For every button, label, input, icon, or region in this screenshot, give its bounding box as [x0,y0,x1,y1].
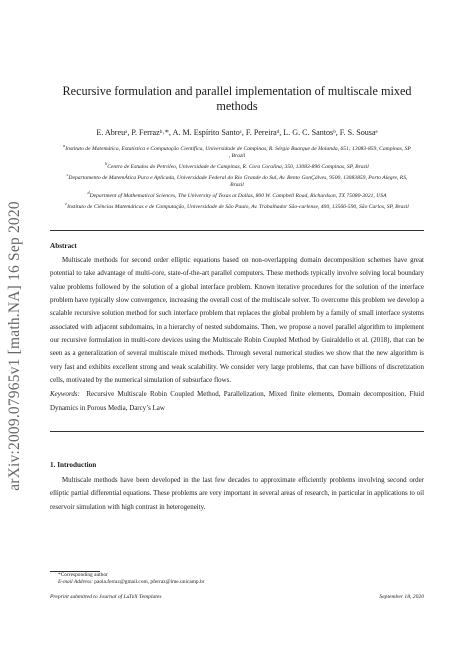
author-list: E. Abreuᵃ, P. Ferrazᵇ˒*, A. M. Espírito Santoᶜ, F. Pereiraᵈ, L. G. C. Santosᵇ, F. S. Sousaᵉ [96,128,378,137]
affiliation-marker: b [105,161,108,167]
affiliation-text: Instituto de Matemática, Estatística e Computação Científica, Universidade de Campinas, R. Sérgio Buarque de Holanda, 651; 13083-859, Campinas, SP , Brazil [65,145,411,159]
affiliation-e [50,200,424,211]
footer-journal: Preprint submitted to Journal of LᴀTᴇX Templates [50,594,162,600]
email-label: E-mail Address: [58,579,93,585]
affiliation-d [50,189,424,200]
affiliation-text: Centro de Estudos do Petróleo, Universidade de Campinas, R. Cora Coralina, 350, 13083-896 Campinas, SP, Brazil [107,163,369,170]
affiliation-text: Departamento de MatemÁtica Pura e Aplicada, Universidade Federal do Rio Grande do Sul, Av. Bento GonÇálves, 9500, 13083859, Porto Alegre, RS, Brazil [68,174,408,188]
affiliation-text: Instituto de Ciências Matemáticas e de Computação, Universidade de São Paulo, Av. Trabalhador São-carlense, 400, 13566-590, São Carlos, SP, Brazil [67,203,409,210]
paper-title: Recursive formulation and parallel implementation of multiscale mixed methods [62,84,412,113]
affiliation-list [50,142,424,211]
keywords-label: Keywords: [50,390,80,399]
keywords [50,388,424,415]
abstract-top-rule [50,230,424,231]
keywords-text: Recursive Multiscale Robin Coupled Method, Parallelization, Mixed finite elements, Domain decomposition, Fluid Dynamics in Porous Media, Darcy’s Law [50,390,424,412]
arxiv-stamp-text: arXiv:2009.07965v1 [math.NA] 16 Sep 2020 [6,201,23,491]
affiliation-b [50,160,424,171]
footnote-corresponding: *Corresponding author [58,572,108,578]
affiliation-marker: e [65,201,68,206]
page-footer [50,594,424,600]
arxiv-stamp [3,166,27,526]
abstract-bottom-rule [50,431,424,432]
affiliation-c [50,171,424,189]
affiliation-marker: c [66,172,69,177]
paper-body [50,84,424,514]
affiliation-marker: d [87,190,90,196]
introduction-text: Multiscale methods have been developed in the last few decades to approximate efficiently problems involving second order elliptic partial differential equations. These problems are very important in several areas of research, in particular in applications to oil reservoir simulation with high contrast in heterogeneity. [50,476,424,511]
affiliation-a [50,142,424,160]
abstract-text: Multiscale methods for second order elliptic equations based on non-overlapping domain decomposition schemes have great potential to take advantage of multi-core, state-of-the-art parallel computers. These methods typically involve solving local boundary value problems followed by the solution of a global interface problem. Known iterative procedures for the solution of the interface problem have typically slow convergence, increasing the overall cost of the multiscale solver. To overcome this problem we develop a scalable recursive solution method for such interface problem that replaces the global problem by a family of small interface systems associated with adjacent subdomains, in a hierarchy of nested subdomains. Then, we propose a novel parallel algorithm to implement our recursive formulation in multi-core devices using the Multiscale Robin Coupled Method by Guiraldello et al. (2018), that can be seen as a generalization of several multiscale mixed methods. Through several numerical studies we show that the new algorithm is very fast and exhibits excellent strong and weak scalability. We consider very large problems, that can have billions of discretization cells, motivated by the numerical simulation of subsurface flows. [50,255,424,385]
abstract-heading: Abstract [50,241,77,250]
section-heading-introduction: 1. Introduction [50,461,97,470]
affiliation-marker: a [63,143,66,148]
footer-date: September 18, 2020 [379,594,424,600]
footnote-email [50,579,424,586]
email-address: paola.ferraz@gmail.com, pferraz@ime.unicamp.br [94,579,205,585]
affiliation-text: Department of Mathematical Sciences, The University of Texas at Dallas, 800 W. Campbell Road, Richardson, TX 75080-3021, USA [89,192,387,199]
footnote-area [50,571,424,586]
